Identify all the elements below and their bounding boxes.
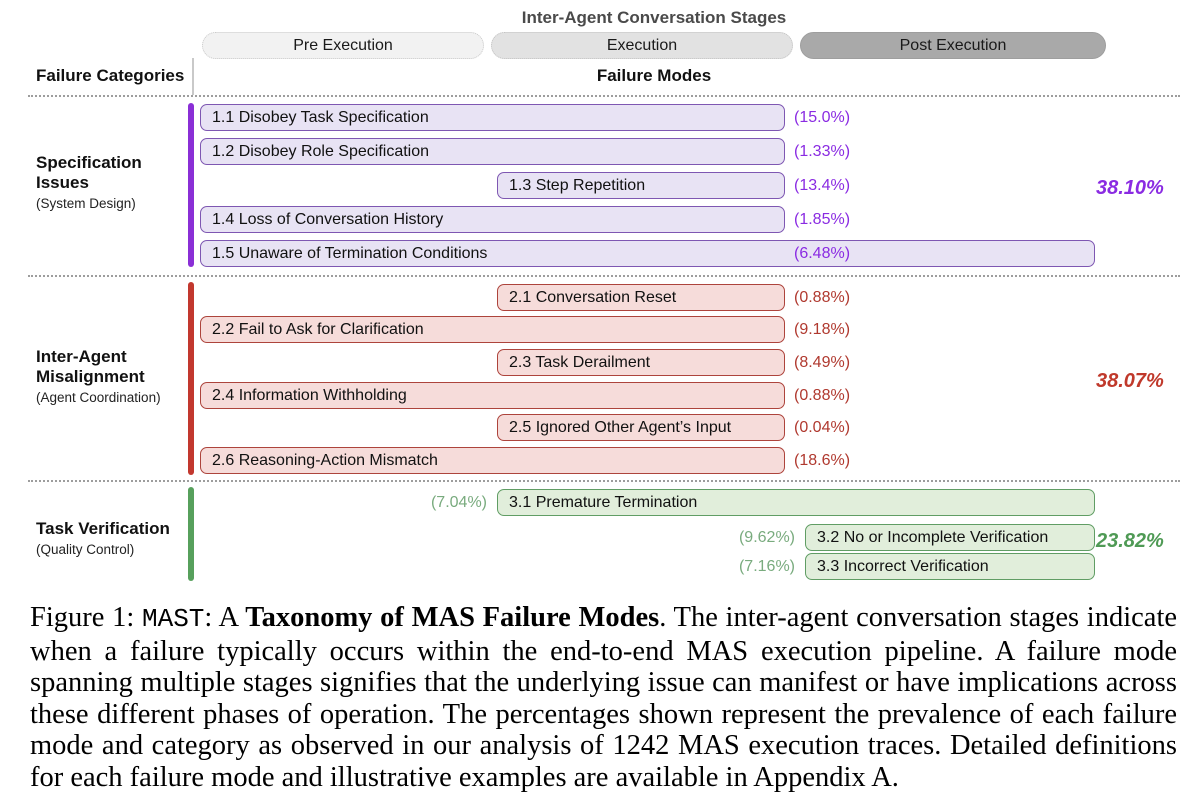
category-subtitle: (Quality Control) xyxy=(36,542,135,557)
failure-mode-bar xyxy=(200,447,785,474)
failure-mode-bar xyxy=(497,284,785,311)
failure-mode-label: 2.5 Ignored Other Agent’s Input xyxy=(509,418,732,436)
failure-mode-bar xyxy=(497,414,785,441)
failure-mode-bar xyxy=(497,489,1095,516)
failure-mode-pct: (0.88%) xyxy=(794,289,851,306)
category-label xyxy=(36,153,194,212)
failure-mode-label: 2.6 Reasoning-Action Mismatch xyxy=(212,451,438,469)
failure-mode-pct: (6.48%) xyxy=(794,245,851,262)
failure-mode-label: 3.1 Premature Termination xyxy=(509,493,698,511)
failure-categories-heading: Failure Categories xyxy=(36,66,185,85)
caption-mid: : A xyxy=(204,602,246,633)
category-label xyxy=(36,519,194,558)
dotted-separator xyxy=(28,480,1180,482)
failure-mode-bar xyxy=(200,206,785,233)
stages-title: Inter-Agent Conversation Stages xyxy=(521,8,787,27)
failure-mode-pct: (0.04%) xyxy=(794,419,851,436)
failure-mode-bar xyxy=(497,172,785,199)
failure-mode-label: 1.3 Step Repetition xyxy=(509,176,646,194)
failure-mode-pct: (18.6%) xyxy=(794,452,851,469)
failure-mode-pct: (9.18%) xyxy=(794,321,851,338)
category-total-pct: 38.10% xyxy=(1096,177,1164,199)
failure-mode-label: 1.5 Unaware of Termination Conditions xyxy=(212,244,488,262)
caption-mast: MAST xyxy=(142,604,205,634)
failure-mode-label: 2.3 Task Derailment xyxy=(509,353,651,371)
failure-mode-pct: (9.62%) xyxy=(738,529,795,546)
failure-mode-label: 1.2 Disobey Role Specification xyxy=(212,142,430,160)
category-subtitle: (Agent Coordination) xyxy=(36,390,161,405)
dotted-separator xyxy=(28,275,1180,277)
failure-mode-pct: (7.04%) xyxy=(430,494,487,511)
failure-mode-bar xyxy=(805,553,1095,580)
failure-mode-pct: (1.33%) xyxy=(794,143,851,160)
category-total-pct: 23.82% xyxy=(1096,530,1164,552)
category-name-line: Specification xyxy=(36,153,142,172)
failure-mode-bar xyxy=(200,138,785,165)
failure-mode-label: 3.2 No or Incomplete Verification xyxy=(817,528,1049,546)
failure-mode-pct: (0.88%) xyxy=(794,387,851,404)
failure-mode-label: 2.4 Information Withholding xyxy=(212,386,407,404)
failure-mode-label: 1.1 Disobey Task Specification xyxy=(212,108,429,126)
failure-mode-pct: (1.85%) xyxy=(794,211,851,228)
failure-mode-pct: (13.4%) xyxy=(794,177,851,194)
stage-pill-post-execution: Post Execution xyxy=(800,32,1106,59)
failure-mode-label: 1.4 Loss of Conversation History xyxy=(212,210,444,228)
category-name-line: Inter-Agent xyxy=(36,347,127,366)
failure-mode-bar xyxy=(200,316,785,343)
stage-pill-execution: Execution xyxy=(491,32,793,59)
dotted-separator xyxy=(28,95,1180,97)
failure-mode-pct: (7.16%) xyxy=(738,558,795,575)
category-total-pct: 38.07% xyxy=(1096,370,1164,392)
failure-mode-bar xyxy=(805,524,1095,551)
caption-body: . The inter-agent conversation stages indicate when a failure typically occurs within the end-to-end MAS execution pipeline. A failure mode spanning multiple stages signifies that the underlying issue can manifest or have implications across these different phases of operation. The percentages shown represent the prevalence of each failure mode and category as observed in our analysis of 1242 MAS execution traces. Detailed definitions for each failure mode and illustrative examples are available in Appendix A. xyxy=(30,602,1178,793)
caption-prefix: Figure 1: xyxy=(30,602,142,633)
failure-mode-bar xyxy=(200,382,785,409)
failure-modes-heading: Failure Modes xyxy=(596,66,712,85)
failure-mode-label: 2.2 Fail to Ask for Clarification xyxy=(212,320,424,338)
header-divider xyxy=(192,58,194,95)
figure-caption xyxy=(30,602,1177,793)
category-label xyxy=(36,347,194,406)
failure-mode-pct: (8.49%) xyxy=(794,354,851,371)
category-name-line: Task Verification xyxy=(36,519,170,538)
category-name-line: Misalignment xyxy=(36,367,145,386)
failure-mode-pct: (15.0%) xyxy=(794,109,851,126)
stage-pill-pre-execution: Pre Execution xyxy=(202,32,484,59)
failure-mode-bar xyxy=(200,240,1095,267)
failure-mode-label: 2.1 Conversation Reset xyxy=(509,288,677,306)
category-name-line: Issues xyxy=(36,173,89,192)
category-subtitle: (System Design) xyxy=(36,196,136,211)
failure-mode-label: 3.3 Incorrect Verification xyxy=(817,557,989,575)
caption-bold-title: Taxonomy of MAS Failure Modes xyxy=(245,602,660,633)
failure-mode-bar xyxy=(497,349,785,376)
failure-mode-bar xyxy=(200,104,785,131)
